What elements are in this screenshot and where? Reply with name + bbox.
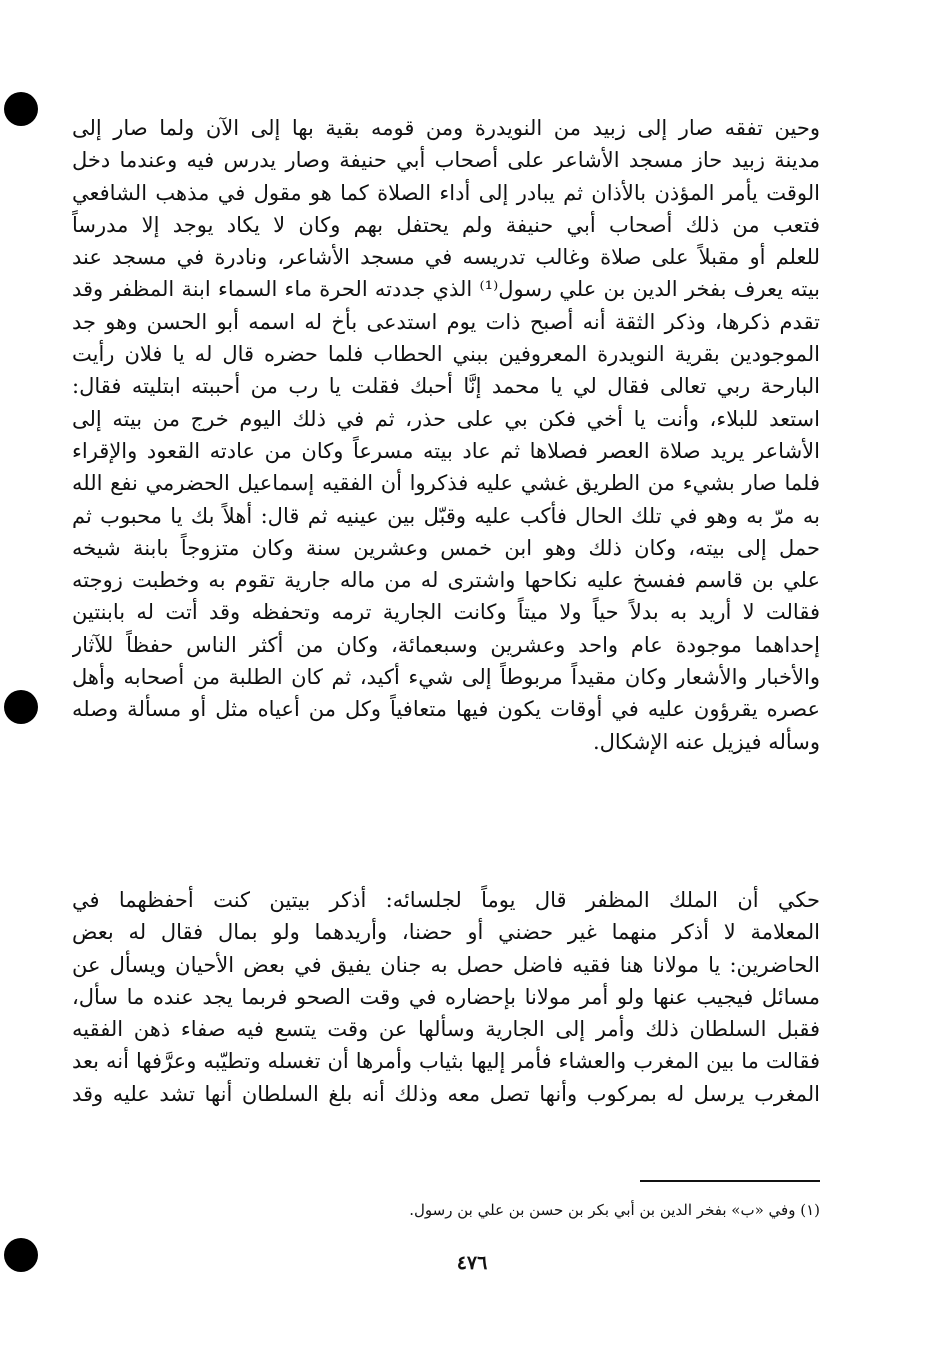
text-line: فقالت لا أريد به بدلاً حياً ولا ميتاً وكانت الجارية ترمه وتحفظه وقد أتت له بابنتين [72, 600, 820, 625]
text-line: تقدم ذكرها، وذكر الثقة أنه أصبح ذات يوم استدعى بأخ له اسمه أبو الحسن وهو جد [72, 309, 820, 334]
text-line: الأشاعر يريد صلاة العصر فصلاها ثم عاد بيته مسرعاً وكان من عادته القعود والإقراء [72, 438, 820, 463]
text-line: عصره يقرؤون عليه في أوقات يكون فيها متعافياً وكل من أعياه مثل أو مسألة وصله [72, 697, 820, 722]
text-line: فقبل السلطان ذلك وأمر إلى الجارية وسألها عن وقت يتسع فيه صفاء ذهن الفقيه [72, 1017, 820, 1042]
text-line: المعلامة لا أذكر منهما غير حضني أو حضنا، وأريدهما ولو بمال فقال له بعض [72, 920, 820, 945]
text-line: المغرب يرسل له بمركوب وأنها تصل معه وذلك أنه بلغ السلطان أنها تشد عليه وقد [72, 1081, 820, 1106]
punch-hole-top [4, 92, 38, 126]
text-line: الوقت يأمر المؤذن بالأذان ثم يبادر إلى أداء الصلاة كما هو مقول في مذهب الشافعي [72, 180, 820, 205]
text-line: إحداهما موجودة عام واحد وعشرين وسبعمائة، وكان من أكثر الناس حفظاً للآثار [72, 632, 820, 657]
footnote: (١) وفي «ب» بفخر الدين بن أبي بكر بن حسن بن علي بن رسول. [409, 1201, 820, 1219]
page-number: ٤٧٦ [456, 1252, 488, 1274]
text-line: مدينة زبيد حاز مسجد الأشاعر على أصحاب أبي حنيفة وصار يدرس فيه وعندما دخل [72, 148, 820, 173]
text-line: الموجودين بقرية النويدرة المعروفين ببني الحطاب فلما حضره قال له يا فلان رأيت [72, 342, 820, 367]
text-line: فتعب من ذلك أصحاب أبي حنيفة ولم يحتفل بهم وكان لا يكاد يوجد إلا مدرساً [72, 212, 820, 237]
text-line: استعد للبلاء، وأنت يا أخي فكن بي على حذر، ثم في ذلك اليوم خرج من بيته إلى [72, 406, 820, 431]
paragraph-biography [72, 112, 820, 758]
text-line: بيته يعرف بفخر الدين بن علي رسول⁽¹⁾ الذي جددته الحرة ماء السماء ابنة المظفر وقد [72, 277, 820, 302]
text-line: فلما صار بشيء من الطريق غشي عليه فذكروا أن الفقيه إسماعيل الحضرمي نفع الله [72, 471, 820, 496]
text-line: وسأله فيزيل عنه الإشكال. [593, 729, 820, 754]
text-line: والأخبار والأشعار وكان مقيداً مربوطاً إلى شيء أكيد، ثم كان الطلبة من أصحابه وأهل [72, 665, 820, 690]
text-line: البارحة ربي تعالى فقال لي يا محمد إنَّا أحبك فقلت يا رب من أحببته ابتليته فقال: [72, 374, 820, 399]
text-line: علي بن قاسم ففسخ عليه نكاحها واشترى له من ماله جارية تقوم به وخطبت زوجته [72, 568, 820, 593]
text-line: حمل إلى بيته، وكان ذلك وهو ابن خمس وعشرين سنة وكان متزوجاً بابنة شيخه [72, 535, 820, 560]
footnote-separator [640, 1180, 820, 1182]
text-line: وحين تفقه صار إلى زبيد من النويدرة ومن قومه بقية بها إلى الآن ولما صار إلى [72, 116, 820, 140]
paragraph-anecdote [72, 884, 820, 1110]
text-line: به مرّ به وهو في تلك الحال فأكب عليه وقبّل بين عينيه ثم قال: أهلاً بك يا محبوب ثم [72, 503, 820, 528]
text-line: للعلم أو مقبلاً على صلاة وغالب تدريسه في مسجد الأشاعر، ونادرة في مسجد عند [72, 245, 820, 270]
punch-hole-bottom [4, 1238, 38, 1272]
text-line: فقالت ما بين المغرب والعشاء فأمر إليها بثياب وأمرها أن تغسله وتطيّبه وعرَّفها أنه بعد [72, 1049, 820, 1074]
text-line: مسائل فيجيب عنها ولو أمر مولانا بإحضاره في وقت الصحو فربما يجد عنده ما سأل، [72, 984, 820, 1009]
text-line: الحاضرين: يا مولانا هنا فقيه فاضل حصل به جنان يفيق في بعض الأحيان ويسأل عن [72, 952, 820, 977]
text-line: حكي أن الملك المظفر قال يوماً لجلسائه: أذكر بيتين كنت أحفظهما في [72, 888, 820, 912]
punch-hole-middle [4, 690, 38, 724]
